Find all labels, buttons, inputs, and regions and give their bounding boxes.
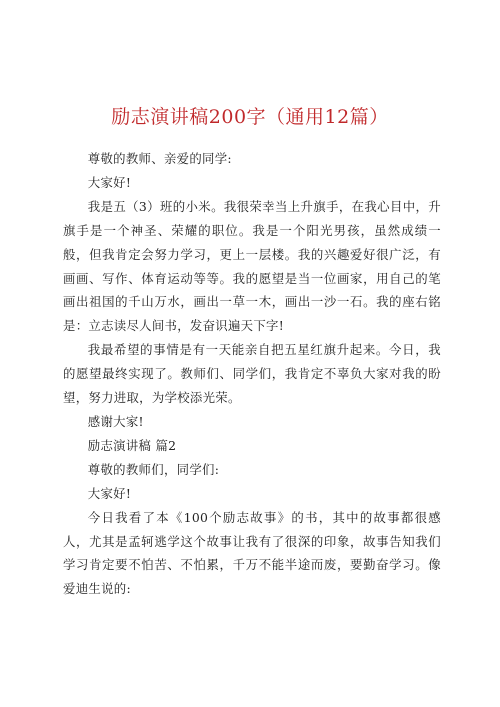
- document-title: 励志演讲稿200字（通用12篇）: [111, 106, 389, 128]
- body-paragraph: 我最希望的事情是有一天能亲自把五星红旗升起来。今日，我的愿望最终实现了。教师们、同学们，我肯定不辜负大家对我的盼望，努力进取，为学校添光荣。: [63, 342, 441, 406]
- body-paragraph: 我是五（3）班的小米。我很荣幸当上升旗手，在我心目中，升旗手是一个神圣、荣耀的职位。我是一个阳光男孩，虽然成绩一般，但我肯定会努力学习，更上一层楼。我的兴趣爱好很广泛，有画画、写作、体育运动等等。我的愿望是当一位画家，用自己的笔画出祖国的千山万水，画出一草一木，画出一沙一石。我的座右铭是：立志读尽人间书，发奋识遍天下字!: [63, 198, 441, 334]
- section-heading: 励志演讲稿 篇2: [87, 437, 177, 453]
- body-paragraph: 今日我看了本《100个励志故事》的书，其中的故事都很感人，尤其是孟轲逃学这个故事让我有了很深的印象，故事告知我们学习肯定要不怕苦、不怕累，千万不能半途而废，要勤奋学习。像爱迪生说的:: [63, 509, 441, 597]
- document-body: [63, 147, 441, 601]
- closing-thanks: 感谢大家!: [87, 413, 144, 429]
- salutation: 尊敬的教师们，同学们:: [87, 461, 220, 477]
- salutation: 尊敬的教师、亲爱的同学:: [87, 151, 232, 166]
- greeting: 大家好!: [87, 485, 132, 501]
- greeting: 大家好!: [87, 174, 132, 190]
